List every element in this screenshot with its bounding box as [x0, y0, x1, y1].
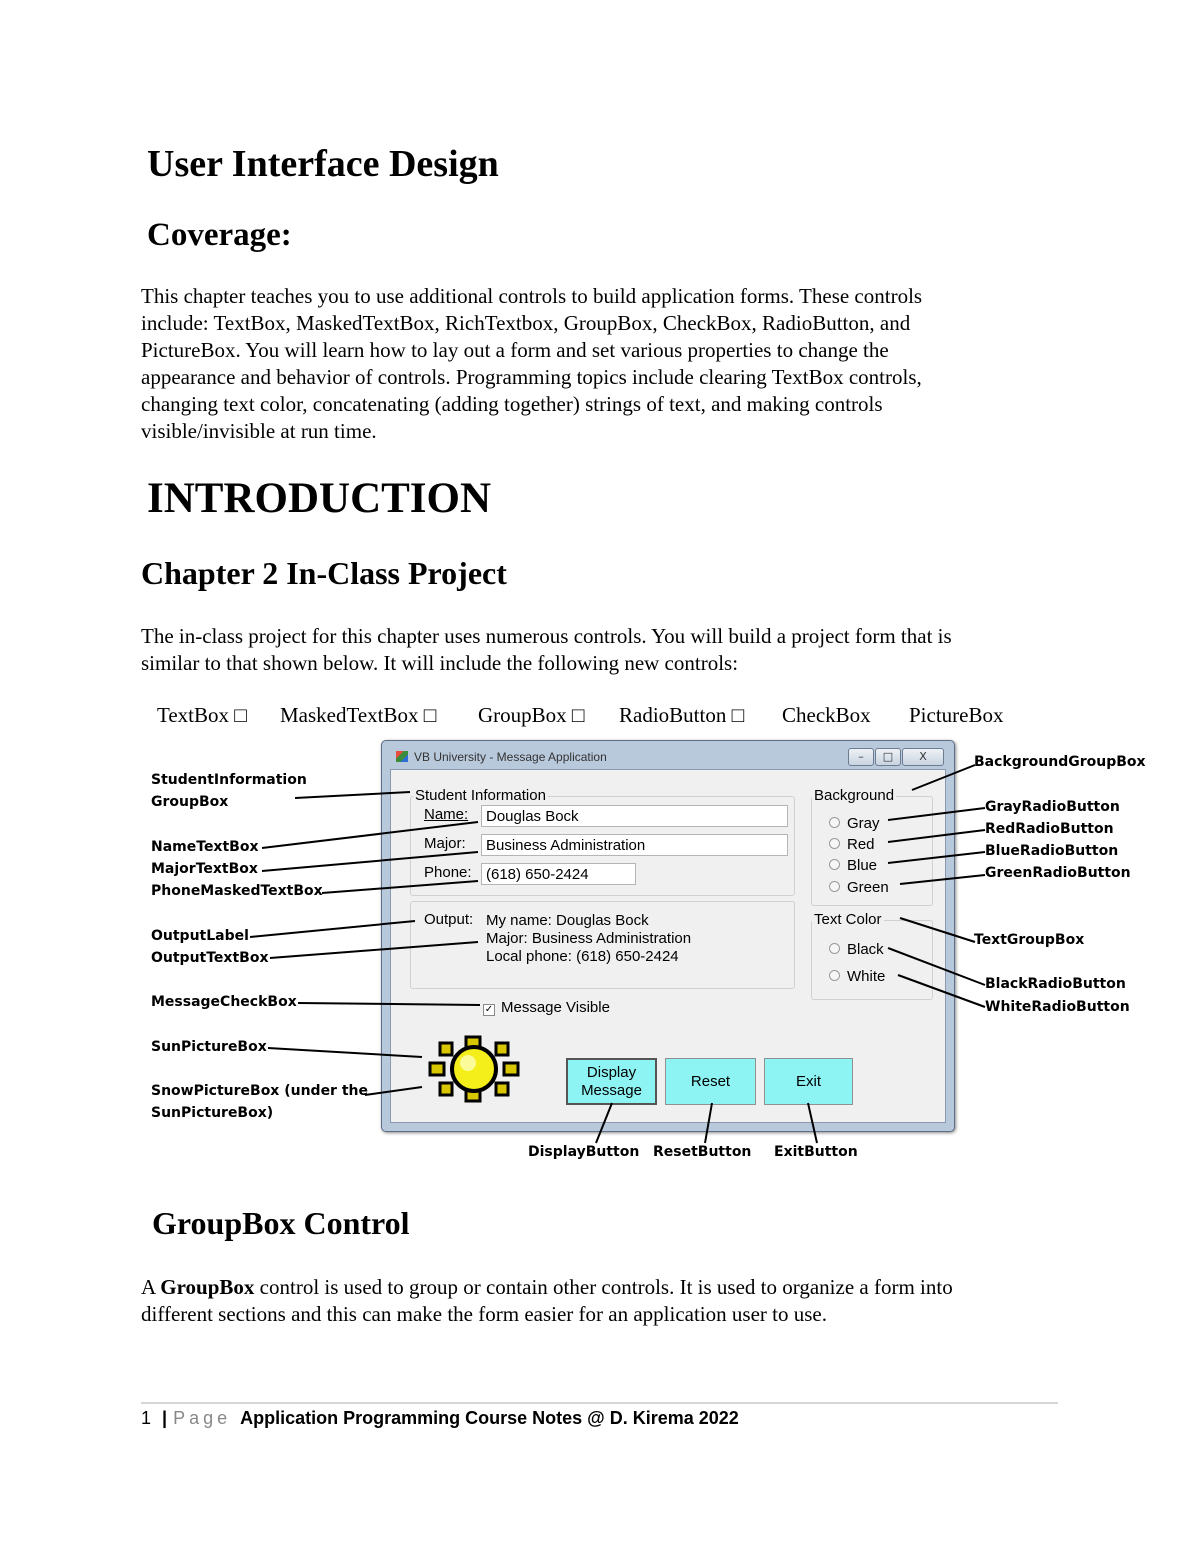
white-radio-label: White: [847, 968, 886, 985]
major-textbox[interactable]: Business Administration: [481, 834, 788, 856]
project-line: similar to that shown below. It will include the following new controls:: [141, 651, 739, 675]
student-group-title: Student Information: [415, 787, 546, 804]
callout-text-groupbox: TextGroupBox: [974, 932, 1085, 948]
minimize-icon[interactable]: –: [848, 748, 874, 766]
coverage-line: changing text color, concatenating (adding together) strings of text, and making controls: [141, 392, 883, 416]
introduction-heading: INTRODUCTION: [147, 475, 492, 522]
groupbox-line-1: [141, 1274, 1081, 1301]
callout-output-textbox: OutputTextBox: [151, 950, 269, 966]
callout-red-radio: RedRadioButton: [985, 821, 1114, 837]
gray-radio-label: Gray: [847, 815, 880, 832]
callout-major-textbox: MajorTextBox: [151, 861, 258, 877]
output-label: Output:: [424, 911, 474, 928]
callout-message-checkbox: MessageCheckBox: [151, 994, 297, 1010]
groupbox-prefix: A: [141, 1275, 161, 1299]
callout-exit-button: ExitButton: [774, 1144, 858, 1160]
callout-output-label: OutputLabel: [151, 928, 249, 944]
control-item-maskedtextbox: MaskedTextBox □: [280, 703, 437, 727]
checkbox-check-icon: ✓: [484, 1004, 494, 1015]
page-title: User Interface Design: [147, 143, 499, 185]
exit-button[interactable]: Exit: [764, 1058, 853, 1105]
page-number: 1: [141, 1408, 152, 1428]
callout-gray-radio: GrayRadioButton: [985, 799, 1120, 815]
callout-display-button: DisplayButton: [528, 1144, 640, 1160]
footer-separator: |: [162, 1408, 168, 1428]
callout-student-groupbox: GroupBox: [151, 794, 229, 810]
coverage-line: PictureBox. You will learn how to lay out a form and set various properties to change the: [141, 338, 889, 362]
blue-radio-label: Blue: [847, 857, 878, 874]
coverage-line: include: TextBox, MaskedTextBox, RichTextbox, GroupBox, CheckBox, RadioButton, and: [141, 311, 911, 335]
control-item-groupbox: GroupBox □: [478, 703, 585, 727]
black-radio-label: Black: [847, 941, 884, 958]
output-textbox[interactable]: My name: Douglas Bock Major: Business Administration Local phone: (618) 650-2424: [486, 912, 692, 965]
close-icon[interactable]: X: [902, 748, 944, 766]
textcolor-group-title: Text Color: [814, 911, 882, 928]
window-title: VB University - Message Application: [414, 750, 607, 764]
coverage-line: visible/invisible at run time.: [141, 419, 377, 443]
coverage-heading: Coverage:: [147, 217, 292, 253]
green-radio-label: Green: [847, 879, 889, 896]
callout-white-radio: WhiteRadioButton: [985, 999, 1130, 1015]
coverage-line: appearance and behavior of controls. Programming topics include clearing TextBox controls,: [141, 365, 922, 389]
name-label: Name:: [424, 806, 469, 823]
message-checkbox-label: Message Visible: [501, 999, 610, 1016]
control-item-radiobutton: RadioButton □: [619, 703, 745, 727]
callout-student-information: StudentInformation: [151, 772, 307, 788]
background-group-title: Background: [814, 787, 895, 804]
red-radio-label: Red: [847, 836, 875, 853]
callout-black-radio: BlackRadioButton: [985, 976, 1126, 992]
chapter-heading: Chapter 2 In-Class Project: [141, 555, 507, 591]
callout-background-groupbox: BackgroundGroupBox: [974, 754, 1146, 770]
groupbox-rest: control is used to group or contain other controls. It is used to organize a form into: [254, 1275, 953, 1299]
phone-masked-textbox[interactable]: (618) 650-2424: [481, 863, 636, 885]
control-item-picturebox: PictureBox: [909, 703, 1004, 727]
maximize-icon[interactable]: □: [875, 748, 901, 766]
major-label: Major:: [424, 835, 466, 852]
page-footer: [141, 1408, 739, 1429]
callout-green-radio: GreenRadioButton: [985, 865, 1131, 881]
footer-divider: [141, 1402, 1058, 1404]
callout-snow-picturebox-2: SunPictureBox): [151, 1105, 274, 1121]
groupbox-line-2: different sections and this can make the form easier for an application user to use.: [141, 1302, 827, 1326]
callout-reset-button: ResetButton: [653, 1144, 752, 1160]
display-message-button[interactable]: Display Message: [566, 1058, 657, 1105]
phone-label: Phone:: [424, 864, 472, 881]
control-item-checkbox: CheckBox: [782, 703, 871, 727]
control-item-textbox: TextBox □: [157, 703, 247, 727]
groupbox-heading: GroupBox Control: [152, 1205, 410, 1241]
coverage-line: This chapter teaches you to use additional controls to build application forms. These controls: [141, 284, 923, 308]
callout-snow-picturebox: SnowPictureBox (under the: [151, 1083, 368, 1099]
callout-sun-picturebox: SunPictureBox: [151, 1039, 267, 1055]
groupbox-bold-term: GroupBox: [160, 1275, 255, 1299]
callout-phone-masked: PhoneMaskedTextBox: [151, 883, 323, 899]
callout-name-textbox: NameTextBox: [151, 839, 259, 855]
name-textbox[interactable]: Douglas Bock: [481, 805, 788, 827]
callout-blue-radio: BlueRadioButton: [985, 843, 1119, 859]
page-word: Page: [173, 1408, 232, 1428]
groupbox-paragraph: [141, 1274, 1081, 1328]
project-line: The in-class project for this chapter uses numerous controls. You will build a project form that is: [141, 624, 952, 648]
reset-button[interactable]: Reset: [665, 1058, 756, 1105]
footer-text: Application Programming Course Notes @ D. Kirema 2022: [240, 1408, 739, 1428]
